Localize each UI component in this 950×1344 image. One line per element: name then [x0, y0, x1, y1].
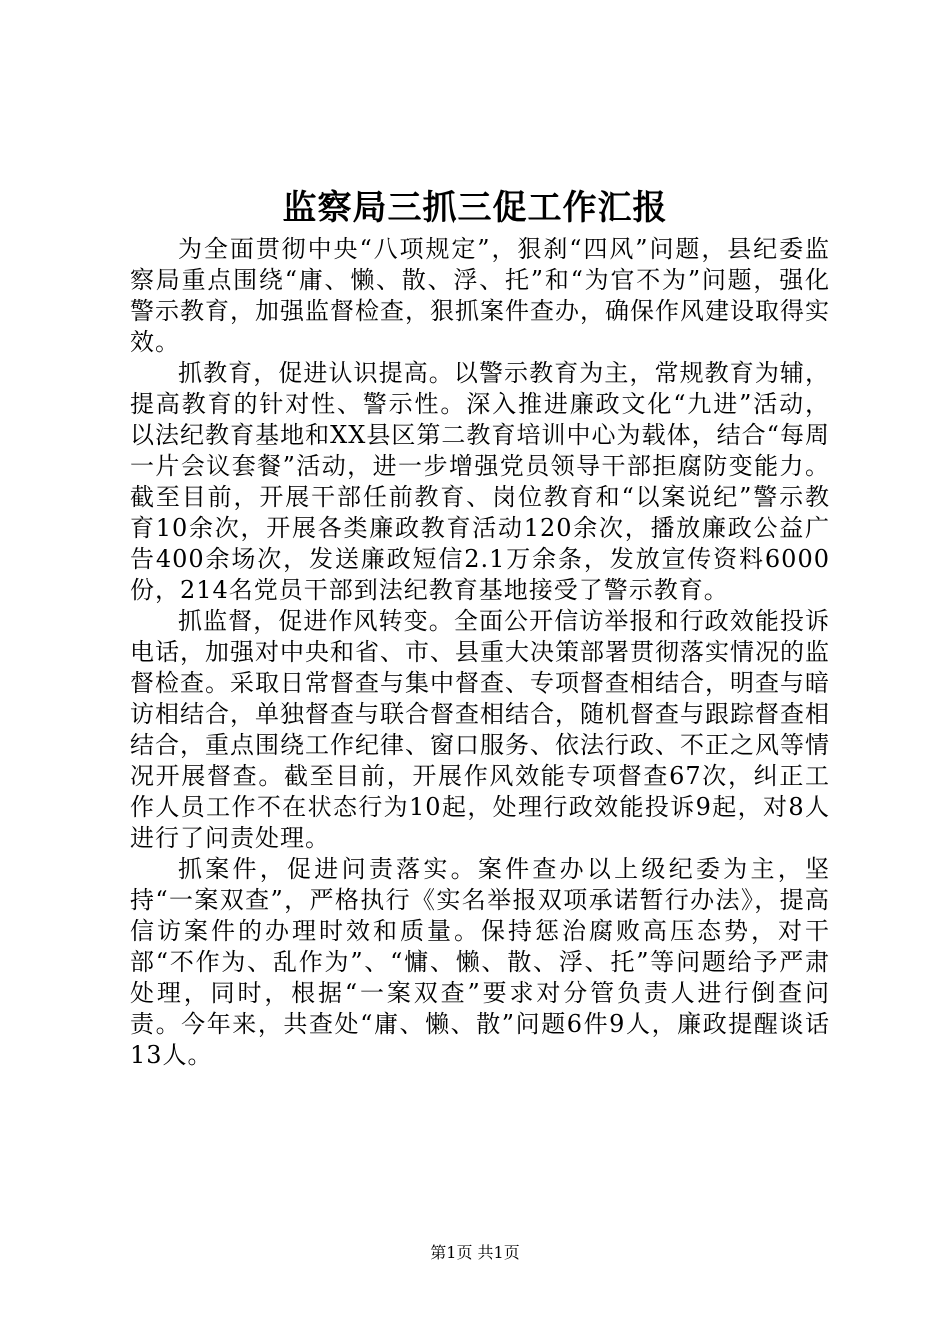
page-footer: 第1页 共1页 — [430, 1243, 520, 1262]
paragraph-cases: 抓案件，促进问责落实。案件查办以上级纪委为主，坚持“一案双查”，严格执行《实名举报双项承诺暂行办法》，提高信访案件的办理时效和质量。保持惩治腐败高压态势，对干部“不作为、乱作为”、“慵、懒、散、浮、托”等问题给予严肃处理，同时，根据“一案双查”要求对分管负责人进行倒查问责。今年来，共查处“庸、懒、散”问题6件9人，廉政提醒谈话13人。 — [130, 855, 830, 1069]
document-title: 监察局三抓三促工作汇报 — [282, 188, 668, 228]
paragraph-intro: 为全面贯彻中央“八项规定”，狠刹“四风”问题，县纪委监察局重点围绕“庸、懒、散、浮、托”和“为官不为”问题，强化警示教育，加强监督检查，狠抓案件查办，确保作风建设取得实效。 — [130, 235, 830, 356]
document-body — [130, 234, 830, 1071]
paragraph-supervision: 抓监督，促进作风转变。全面公开信访举报和行政效能投诉电话，加强对中央和省、市、县重大决策部署贯彻落实情况的监督检查。采取日常督查与集中督查、专项督查相结合，明查与暗访相结合，单独督查与联合督查相结合，随机督查与跟踪督查相结合，重点围绕工作纪律、窗口服务、依法行政、不正之风等情况开展督查。截至目前，开展作风效能专项督查67次，纠正工作人员工作不在状态行为10起，处理行政效能投诉9起，对8人进行了问责处理。 — [130, 607, 830, 852]
paragraph-education: 抓教育，促进认识提高。以警示教育为主，常规教育为辅，提高教育的针对性、警示性。深入推进廉政文化“九进”活动，以法纪教育基地和XX县区第二教育培训中心为载体，结合“每周一片会议套餐”活动，进一步增强党员领导干部拒腐防变能力。截至目前，开展干部任前教育、岗位教育和“以案说纪”警示教育10余次，开展各类廉政教育活动120余次，播放廉政公益广告400余场次，发送廉政短信2.1万余条，发放宣传资料6000份，214名党员干部到法纪教育基地接受了警示教育。 — [130, 359, 830, 604]
